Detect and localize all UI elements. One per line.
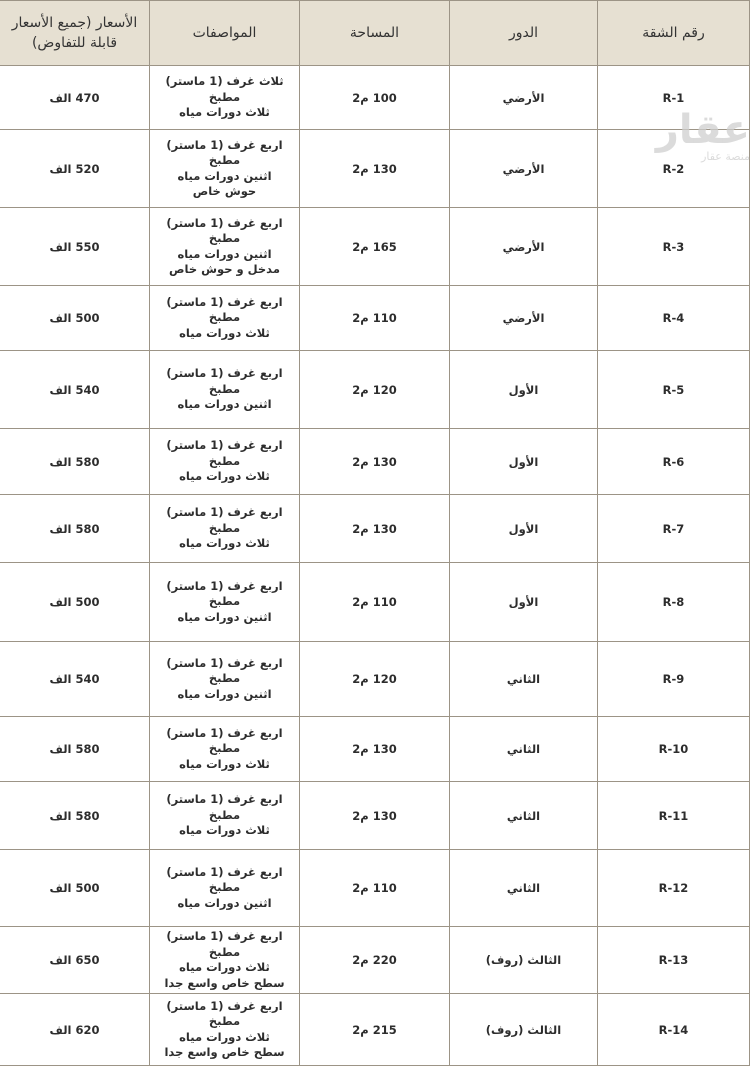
spec-line: حوش خاص	[192, 184, 257, 198]
spec-line: اربع غرف (1 ماستر)	[166, 578, 283, 593]
cell-specs	[150, 782, 300, 850]
spec-line: مطبخ	[208, 594, 241, 609]
spec-line: ثلاث دورات مياه	[179, 536, 270, 551]
cell-specs	[150, 927, 300, 994]
spec-line: مطبخ	[208, 880, 241, 895]
cell-unit: R-6	[598, 429, 750, 495]
spec-line: ثلاث دورات مياه	[179, 823, 270, 838]
cell-floor: الأرضي	[450, 286, 598, 351]
spec-line: ثلاث غرف (1 ماستر)	[165, 74, 284, 89]
spec-line: مطبخ	[208, 381, 241, 396]
cell-area: 120 م2	[300, 351, 450, 429]
cell-area: 215 م2	[300, 994, 450, 1066]
spec-line: مطبخ	[208, 671, 241, 686]
cell-unit: R-14	[598, 994, 750, 1066]
cell-price: 620 الف	[0, 994, 150, 1066]
cell-specs	[150, 850, 300, 927]
spec-line: اربع غرف (1 ماستر)	[166, 929, 283, 943]
cell-price: 470 الف	[0, 66, 150, 130]
cell-area: 220 م2	[300, 927, 450, 994]
spec-line: اثنين دورات مياه	[177, 397, 272, 412]
cell-area: 110 م2	[300, 563, 450, 642]
cell-unit: R-12	[598, 850, 750, 927]
spec-line: ثلاث دورات مياه	[179, 105, 270, 120]
cell-price: 500 الف	[0, 286, 150, 351]
spec-line: ثلاث دورات مياه	[179, 469, 270, 484]
spec-line: اربع غرف (1 ماستر)	[166, 655, 283, 670]
cell-floor: الثالث (روف)	[450, 994, 598, 1066]
cell-specs	[150, 66, 300, 130]
cell-unit: R-10	[598, 717, 750, 782]
spec-line: مطبخ	[208, 520, 241, 535]
spec-line: ثلاث دورات مياه	[179, 960, 270, 974]
spec-line: اربع غرف (1 ماستر)	[166, 864, 283, 879]
cell-floor: الأول	[450, 351, 598, 429]
cell-unit: R-8	[598, 563, 750, 642]
cell-area: 110 م2	[300, 286, 450, 351]
cell-price: 540 الف	[0, 351, 150, 429]
cell-area: 110 م2	[300, 850, 450, 927]
spec-line: مطبخ	[208, 1014, 241, 1028]
cell-area: 130 م2	[300, 717, 450, 782]
header-price-line2: قابلة للتفاوض)	[31, 35, 118, 51]
cell-floor: الثالث (روف)	[450, 927, 598, 994]
cell-floor: الأول	[450, 429, 598, 495]
spec-line: مدخل و حوش خاص	[169, 262, 280, 276]
watermark-main-text: عقار	[655, 107, 750, 153]
cell-specs	[150, 495, 300, 563]
spec-line: مطبخ	[208, 741, 241, 756]
cell-specs	[150, 994, 300, 1066]
header-price-line1: الأسعار (جميع الأسعار	[11, 15, 138, 31]
cell-unit: R-3	[598, 208, 750, 286]
table-row	[0, 782, 750, 850]
table-row	[0, 642, 750, 717]
cell-price: 500 الف	[0, 563, 150, 642]
cell-floor: الثاني	[450, 642, 598, 717]
cell-price: 540 الف	[0, 642, 150, 717]
spec-line: مطبخ	[208, 231, 241, 245]
spec-line: ثلاث دورات مياه	[179, 756, 270, 771]
cell-floor: الثاني	[450, 782, 598, 850]
cell-area: 130 م2	[300, 130, 450, 208]
spec-line: مطبخ	[208, 89, 241, 104]
table-header-row	[0, 1, 750, 66]
spec-line: اربع غرف (1 ماستر)	[166, 366, 283, 381]
spec-line: اثنين دورات مياه	[177, 246, 272, 261]
cell-area: 130 م2	[300, 782, 450, 850]
cell-price: 580 الف	[0, 717, 150, 782]
header-specs: المواصفات	[150, 1, 300, 66]
cell-floor: الثاني	[450, 850, 598, 927]
watermark-sub-text: منصة عقار	[701, 150, 750, 163]
header-area: المساحة	[300, 1, 450, 66]
table-row	[0, 429, 750, 495]
cell-floor: الأول	[450, 495, 598, 563]
spec-line: ثلاث دورات مياه	[179, 1029, 270, 1044]
cell-specs	[150, 429, 300, 495]
spec-line: اربع غرف (1 ماستر)	[166, 438, 283, 453]
cell-floor: الأرضي	[450, 130, 598, 208]
spec-line: اربع غرف (1 ماستر)	[166, 725, 283, 740]
cell-specs	[150, 208, 300, 286]
cell-specs	[150, 351, 300, 429]
spec-line: اربع غرف (1 ماستر)	[166, 294, 283, 309]
spec-line: سطح خاص واسع جدا	[164, 975, 285, 990]
cell-specs	[150, 563, 300, 642]
cell-unit: R-13	[598, 927, 750, 994]
cell-price: 650 الف	[0, 927, 150, 994]
spec-line: اثنين دورات مياه	[177, 895, 272, 910]
spec-line: اربع غرف (1 ماستر)	[166, 215, 283, 230]
spec-line: مطبخ	[208, 944, 241, 959]
cell-floor: الثاني	[450, 717, 598, 782]
cell-area: 100 م2	[300, 66, 450, 130]
cell-unit: R-9	[598, 642, 750, 717]
cell-area: 130 م2	[300, 495, 450, 563]
table-row	[0, 717, 750, 782]
spec-line: مطبخ	[208, 153, 241, 167]
table-row	[0, 994, 750, 1066]
spec-line: اربع غرف (1 ماستر)	[166, 505, 283, 520]
cell-floor: الأرضي	[450, 208, 598, 286]
spec-line: اربع غرف (1 ماستر)	[166, 137, 283, 152]
spec-line: اثنين دورات مياه	[177, 609, 272, 624]
table-row	[0, 351, 750, 429]
cell-price: 580 الف	[0, 495, 150, 563]
cell-unit: R-2	[598, 130, 750, 208]
spec-line: اثنين دورات مياه	[177, 686, 272, 701]
header-floor: الدور	[450, 1, 598, 66]
spec-line: سطح خاص واسع جدا	[164, 1045, 285, 1059]
cell-specs	[150, 717, 300, 782]
header-unit: رقم الشقة	[598, 1, 750, 66]
spec-line: اثنين دورات مياه	[177, 168, 272, 183]
cell-floor: الأول	[450, 563, 598, 642]
cell-unit: R-4	[598, 286, 750, 351]
table-row	[0, 927, 750, 994]
cell-area: 165 م2	[300, 208, 450, 286]
cell-area: 130 م2	[300, 429, 450, 495]
cell-price: 500 الف	[0, 850, 150, 927]
spec-line: اربع غرف (1 ماستر)	[166, 998, 283, 1013]
spec-line: مطبخ	[208, 310, 241, 325]
spec-line: ثلاث دورات مياه	[179, 325, 270, 340]
table-row	[0, 130, 750, 208]
cell-unit: R-1	[598, 66, 750, 130]
cell-unit: R-5	[598, 351, 750, 429]
cell-specs	[150, 286, 300, 351]
table-row	[0, 208, 750, 286]
cell-price: 520 الف	[0, 130, 150, 208]
cell-unit: R-7	[598, 495, 750, 563]
cell-specs	[150, 642, 300, 717]
table-row	[0, 563, 750, 642]
cell-specs	[150, 130, 300, 208]
cell-floor: الأرضي	[450, 66, 598, 130]
spec-line: مطبخ	[208, 807, 241, 822]
cell-price: 580 الف	[0, 782, 150, 850]
spec-line: اربع غرف (1 ماستر)	[166, 792, 283, 807]
cell-price: 550 الف	[0, 208, 150, 286]
spec-line: مطبخ	[208, 453, 241, 468]
cell-unit: R-11	[598, 782, 750, 850]
table-row	[0, 850, 750, 927]
cell-price: 580 الف	[0, 429, 150, 495]
cell-area: 120 م2	[300, 642, 450, 717]
table-row	[0, 66, 750, 130]
table-row	[0, 495, 750, 563]
table-row	[0, 286, 750, 351]
header-price	[0, 1, 150, 66]
